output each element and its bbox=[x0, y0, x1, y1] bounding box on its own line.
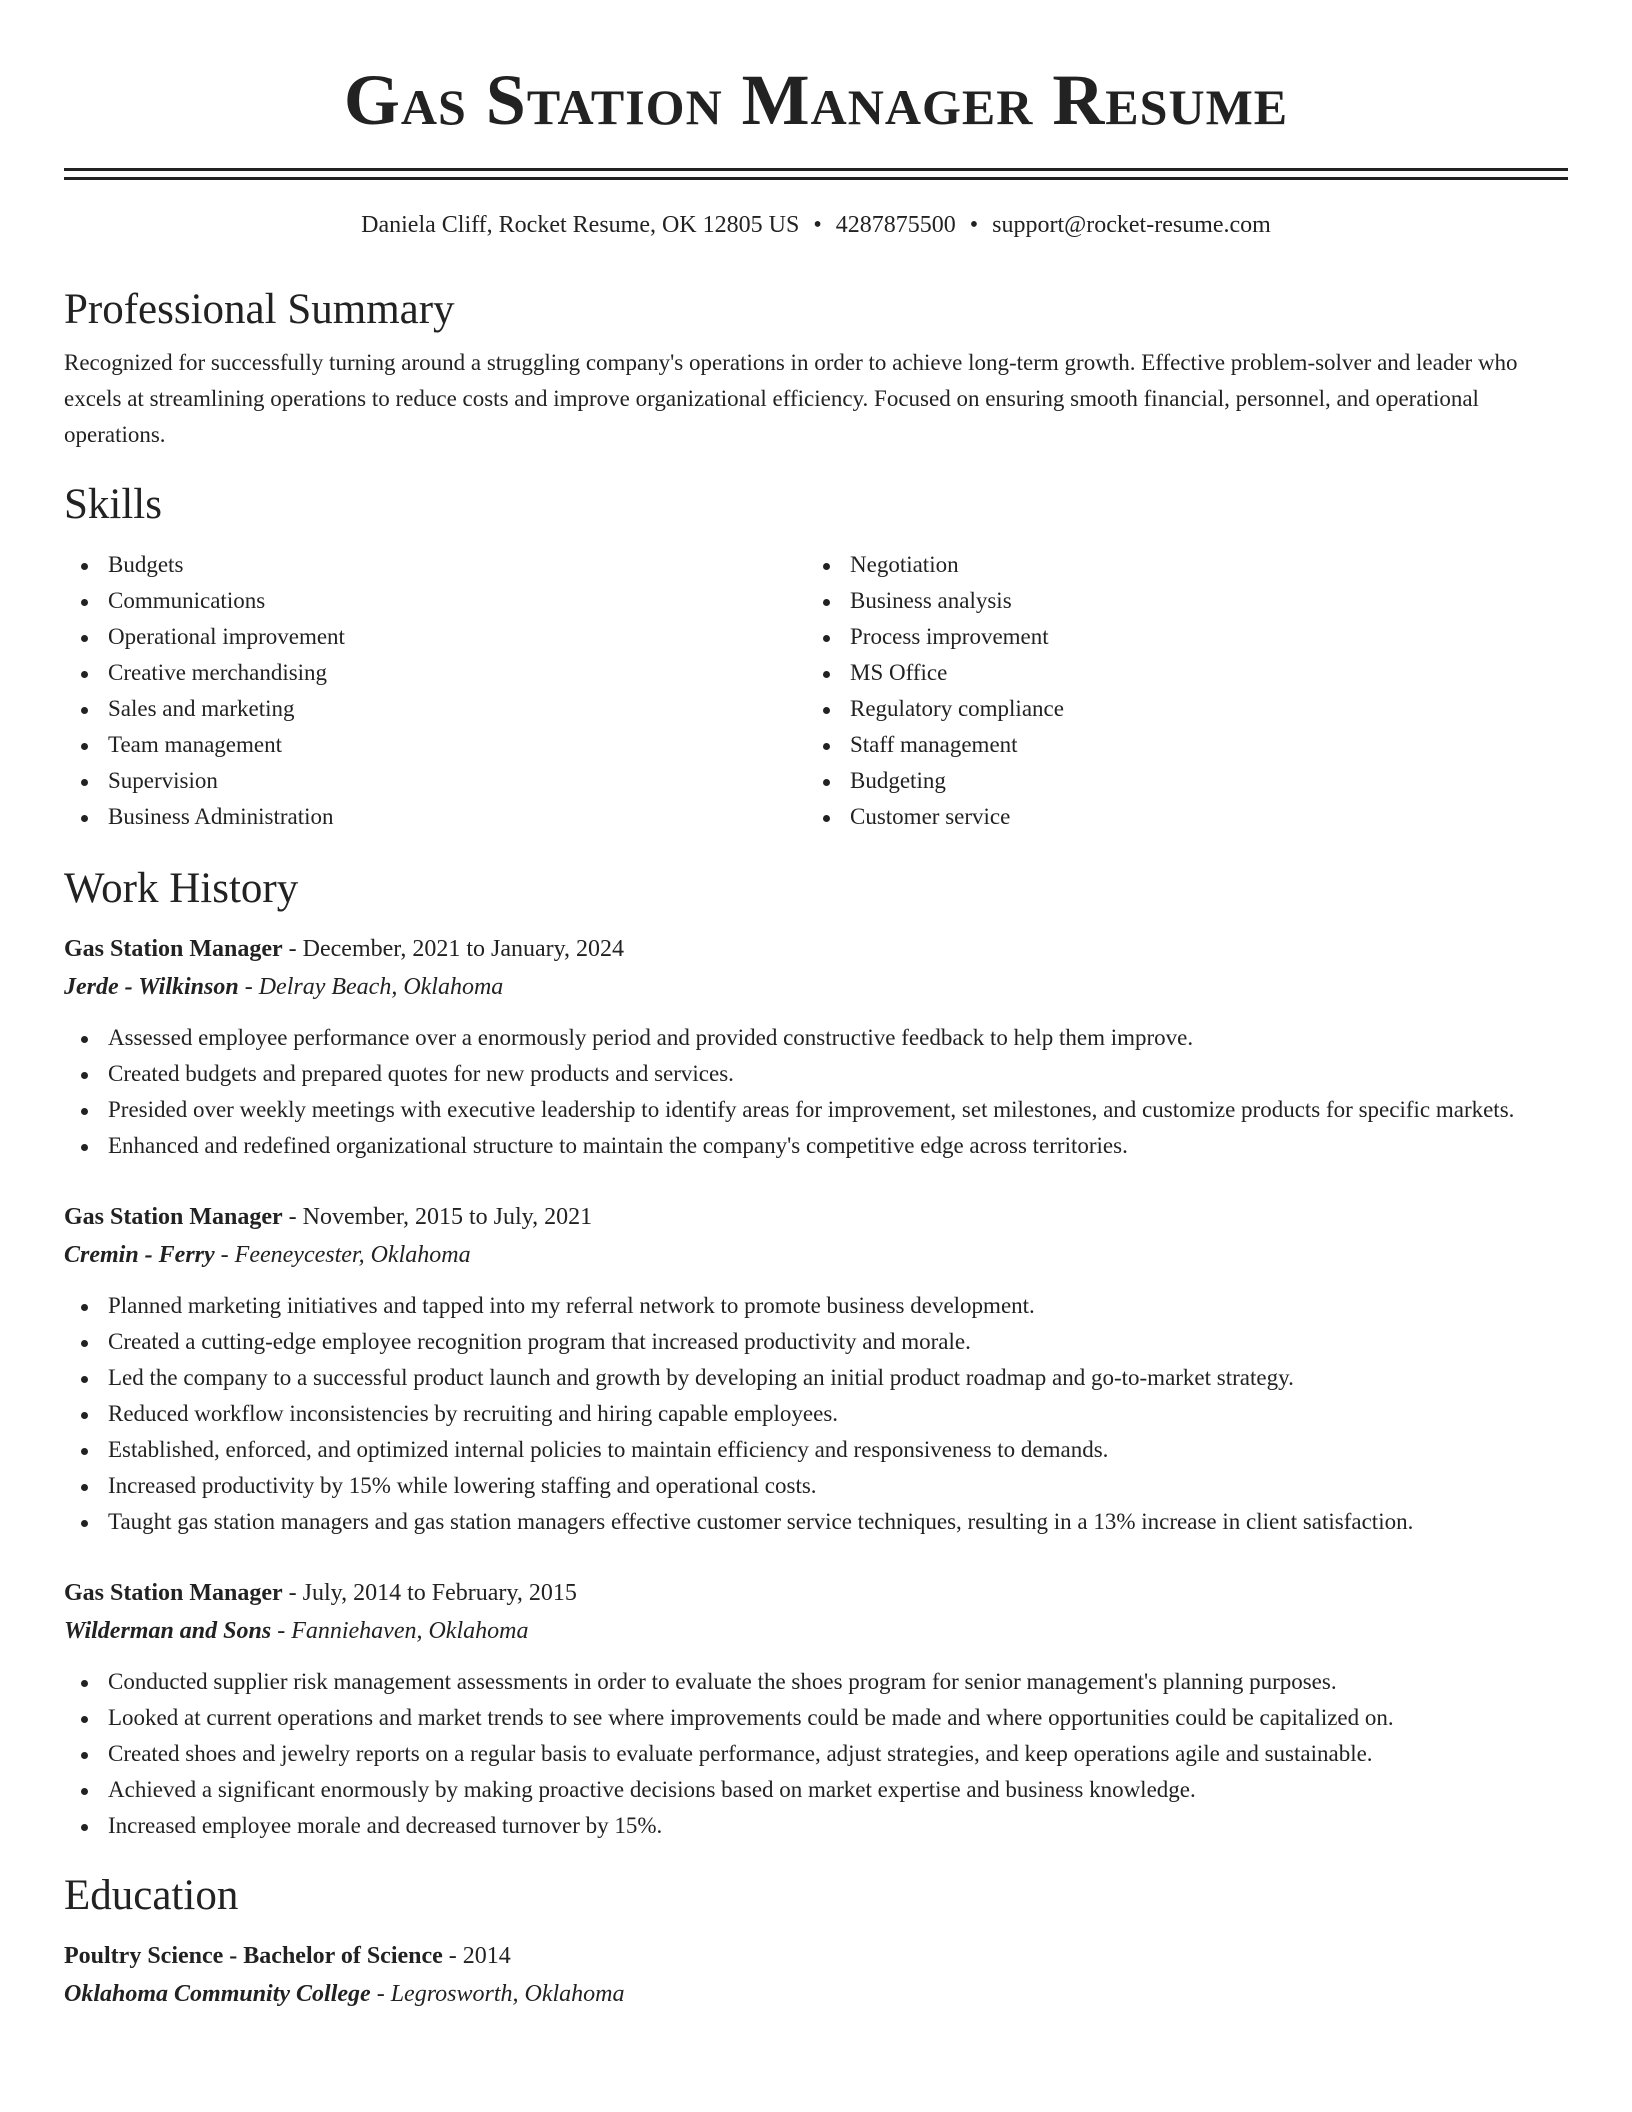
skill-item: Communications bbox=[64, 583, 806, 619]
job-bullet: Assessed employee performance over a enormously period and provided constructive feedback to help them improve. bbox=[64, 1020, 1568, 1056]
job-bullet: Created shoes and jewelry reports on a regular basis to evaluate performance, adjust strategies, and keep operations agile and sustainable. bbox=[64, 1736, 1568, 1772]
skills-heading: Skills bbox=[64, 481, 162, 529]
job-company-line: Wilderman and Sons - Fanniehaven, Oklahoma bbox=[64, 1617, 529, 1644]
skill-item: Supervision bbox=[64, 763, 806, 799]
resume-title: Gas Station Manager Resume bbox=[343, 60, 1289, 140]
job-bullet: Achieved a significant enormously by making proactive decisions based on market expertise and business knowledge. bbox=[64, 1772, 1568, 1808]
job-title: Gas Station Manager bbox=[64, 1203, 283, 1230]
summary-text: Recognized for successfully turning around a struggling company's operations in order to achieve long-term growth. Effective problem-solver and leader who excels at streamlining operations to reduce costs and improve organizational efficiency. Focused on ensuring smooth financial, personnel, and operational operations. bbox=[64, 350, 1518, 448]
job-bullet: Presided over weekly meetings with executive leadership to identify areas for improvement, set milestones, and customize products for specific markets. bbox=[64, 1092, 1568, 1128]
contact-separator: • bbox=[969, 212, 979, 238]
job-title-line: Gas Station Manager - November, 2015 to July, 2021 bbox=[64, 1203, 593, 1230]
job-bullet: Led the company to a successful product launch and growth by developing an initial product roadmap and go-to-market strategy. bbox=[64, 1360, 1568, 1396]
skill-item: Business Administration bbox=[64, 799, 806, 835]
education-school-line: Oklahoma Community College - Legrosworth, Oklahoma bbox=[64, 1981, 625, 2008]
job-title: Gas Station Manager bbox=[64, 935, 283, 962]
job-bullet: Conducted supplier risk management assessments in order to evaluate the shoes program for senior management's planning purposes. bbox=[64, 1664, 1568, 1700]
skill-item: Creative merchandising bbox=[64, 655, 806, 691]
job-company: Cremin - Ferry bbox=[64, 1241, 215, 1268]
contact-phone: 4287875500 bbox=[835, 212, 956, 238]
job-entry bbox=[64, 930, 1568, 1164]
job-bullet: Looked at current operations and market trends to see where improvements could be made and where opportunities could be capitalized on. bbox=[64, 1700, 1568, 1736]
skill-item: Regulatory compliance bbox=[806, 691, 1548, 727]
education-degree-line: Poultry Science - Bachelor of Science - 2014 bbox=[64, 1943, 511, 1970]
job-title-line: Gas Station Manager - December, 2021 to January, 2024 bbox=[64, 935, 625, 962]
work-history-heading: Work History bbox=[64, 864, 299, 912]
education-year: 2014 bbox=[462, 1943, 511, 1970]
job-bullet: Taught gas station managers and gas station managers effective customer service techniques, resulting in a 13% increase in client satisfaction. bbox=[64, 1504, 1568, 1540]
education-school: Oklahoma Community College bbox=[64, 1981, 371, 2008]
contact-separator: • bbox=[813, 212, 822, 238]
job-bullet: Created budgets and prepared quotes for new products and services. bbox=[64, 1056, 1568, 1092]
skill-item: Business analysis bbox=[806, 583, 1548, 619]
skills-list-right bbox=[806, 547, 1548, 835]
skill-item: Negotiation bbox=[806, 547, 1548, 583]
skill-item: Budgets bbox=[64, 547, 806, 583]
skill-item: Team management bbox=[64, 727, 806, 763]
job-company-line: Jerde - Wilkinson - Delray Beach, Oklahoma bbox=[64, 973, 504, 1000]
job-dates: July, 2014 to February, 2015 bbox=[302, 1579, 577, 1606]
job-bullet: Established, enforced, and optimized internal policies to maintain efficiency and responsiveness to demands. bbox=[64, 1432, 1568, 1468]
skill-item: Budgeting bbox=[806, 763, 1548, 799]
job-dates: November, 2015 to July, 2021 bbox=[302, 1203, 593, 1230]
job-location: Delray Beach, Oklahoma bbox=[258, 973, 504, 1000]
job-bullet: Increased productivity by 15% while lowering staffing and operational costs. bbox=[64, 1468, 1568, 1504]
education-entry bbox=[64, 1937, 1568, 2013]
education-heading: Education bbox=[64, 1871, 239, 1919]
job-bullets bbox=[64, 1288, 1568, 1540]
job-bullet: Enhanced and redefined organizational structure to maintain the company's competitive edge across territories. bbox=[64, 1128, 1568, 1164]
job-title: Gas Station Manager bbox=[64, 1579, 283, 1606]
education-degree: Poultry Science - Bachelor of Science bbox=[64, 1943, 443, 1970]
job-company: Jerde - Wilkinson bbox=[64, 973, 239, 1000]
job-bullet: Created a cutting-edge employee recognition program that increased productivity and morale. bbox=[64, 1324, 1568, 1360]
job-entry bbox=[64, 1198, 1568, 1540]
job-location: Fanniehaven, Oklahoma bbox=[291, 1617, 529, 1644]
job-bullet: Planned marketing initiatives and tapped into my referral network to promote business development. bbox=[64, 1288, 1568, 1324]
skill-item: Staff management bbox=[806, 727, 1548, 763]
skill-item: Operational improvement bbox=[64, 619, 806, 655]
title-divider bbox=[64, 168, 1568, 180]
skills-columns bbox=[64, 547, 1568, 835]
skills-list-left bbox=[64, 547, 806, 835]
summary-heading: Professional Summary bbox=[64, 286, 455, 333]
job-company-line: Cremin - Ferry - Feeneycester, Oklahoma bbox=[64, 1241, 471, 1268]
job-bullets bbox=[64, 1020, 1568, 1164]
education-location: Legrosworth, Oklahoma bbox=[390, 1981, 625, 2008]
job-company: Wilderman and Sons bbox=[64, 1617, 272, 1644]
work-history-list bbox=[64, 930, 1568, 1844]
skill-item: Sales and marketing bbox=[64, 691, 806, 727]
job-bullet: Increased employee morale and decreased turnover by 15%. bbox=[64, 1808, 1568, 1844]
job-title-line: Gas Station Manager - July, 2014 to February, 2015 bbox=[64, 1579, 577, 1606]
contact-line bbox=[64, 212, 1568, 242]
job-bullets bbox=[64, 1664, 1568, 1844]
job-location: Feeneycester, Oklahoma bbox=[234, 1241, 471, 1268]
skill-item: MS Office bbox=[806, 655, 1548, 691]
skill-item: Customer service bbox=[806, 799, 1548, 835]
job-entry bbox=[64, 1574, 1568, 1844]
contact-email: support@rocket-resume.com bbox=[992, 212, 1271, 238]
job-bullet: Reduced workflow inconsistencies by recruiting and hiring capable employees. bbox=[64, 1396, 1568, 1432]
skill-item: Process improvement bbox=[806, 619, 1548, 655]
contact-address: Daniela Cliff, Rocket Resume, OK 12805 US bbox=[361, 212, 800, 238]
job-dates: December, 2021 to January, 2024 bbox=[302, 935, 625, 962]
